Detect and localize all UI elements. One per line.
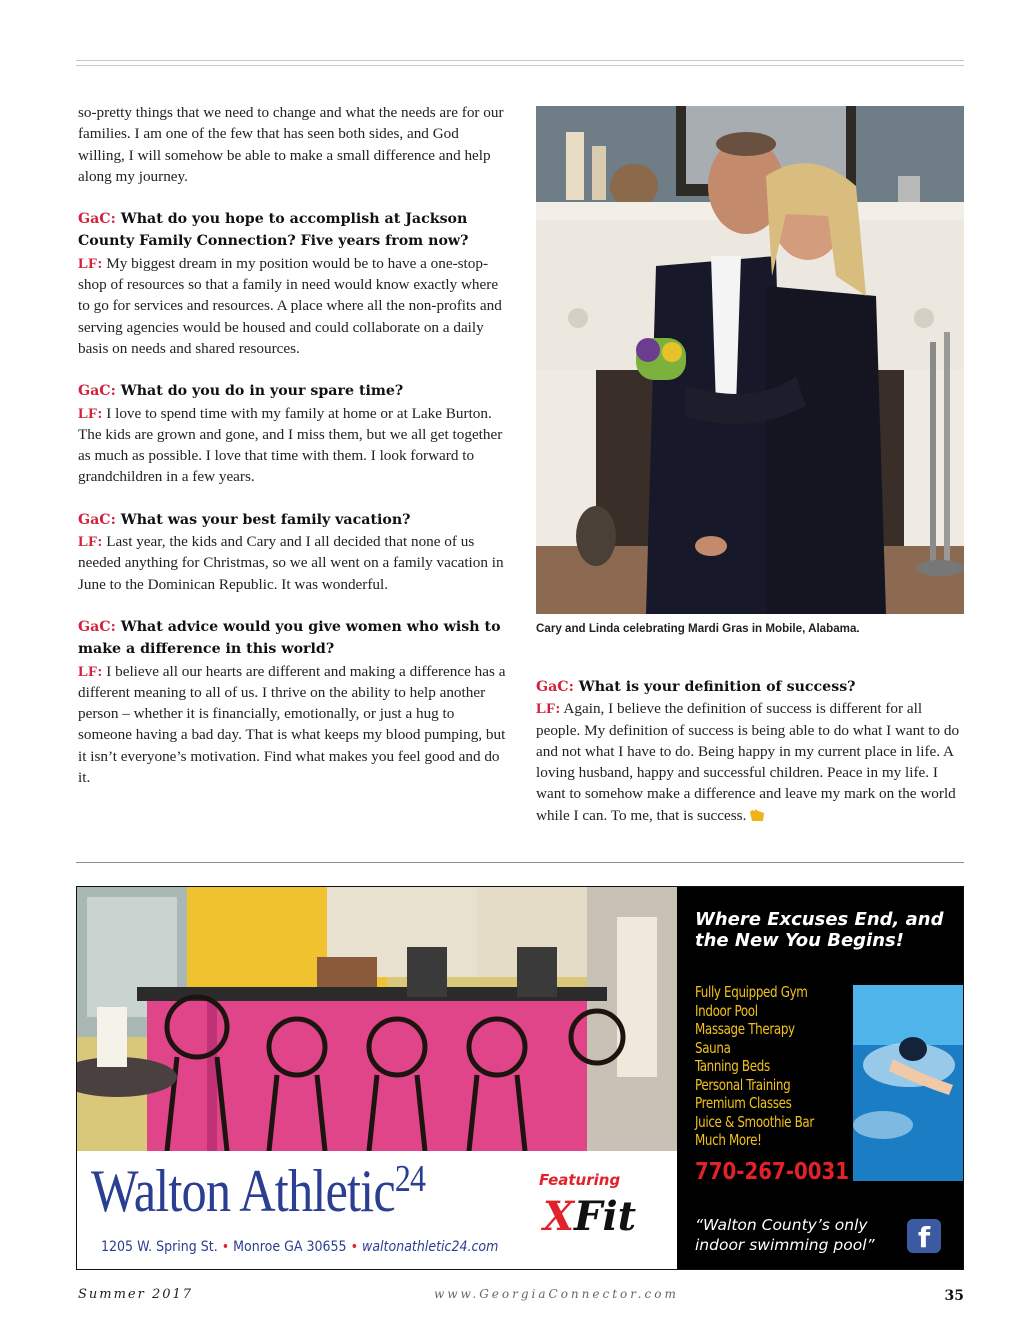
ad-phone-number[interactable]: 770-267-0031 [695,1159,850,1185]
lf-label: LF: [78,254,103,272]
gac-label: GaC: [78,511,116,528]
lf-label: LF: [78,404,103,422]
qa-block-3 [78,509,508,595]
left-column [78,102,508,788]
address-street: 1205 W. Spring St. [101,1239,218,1255]
xfit-logo: XFit [543,1193,637,1240]
feature-item: Premium Classes [695,1094,792,1112]
brand-number: 24 [394,1158,426,1200]
question-text: What do you do in your spare time? [115,383,404,400]
brand-name: Walton Athletic$^{24}$ [91,1158,426,1224]
top-rule [76,60,964,66]
separator-dot: • [221,1239,230,1255]
page-number: 35 [944,1288,964,1304]
gac-label: GaC: [536,679,574,695]
ad-quote: “Walton County’s only indoor swimming pool” [695,1216,875,1254]
walton-athletic-ad[interactable] [76,886,964,1270]
qa-block-2 [78,380,508,487]
feature-item: Tanning Beds [695,1057,770,1075]
qa-block-1 [78,208,508,359]
ad-address [101,1239,498,1255]
answer-text: My biggest dream in my position would be to have a one-stop-shop of resources so that a family in need would know exactly where to go for services and resources. A place where all the non-profits and serving agencies would be housed and could collaborate on a daily basis on needs and shared resources. [78,254,502,357]
lf-label: LF: [536,700,561,718]
footer-issue: Summer 2017 [78,1287,194,1302]
facebook-icon[interactable]: f [907,1219,941,1253]
answer-text: I love to spend time with my family at home or at Lake Burton. The kids are grown and gone, and I miss them, but we all get together as much as possible. I love that time with them. I look forward to grandchildren in a few years. [78,404,503,486]
swimmer-photo [853,985,964,1181]
qa-block-4 [78,616,508,788]
answer-text: Again, I believe the definition of success is different for all people. My definition of success is being able to do what I want to do and not what I have to do. Being happy in my current place in life. A loving husband, happy and successful children. Peace in my life. I want to somehow make a difference and leave my mark on the world while I can. To me, that is success. [536,700,960,824]
qa-block-5 [536,676,964,826]
answer-text: I believe all our hearts are different and making a difference has a different meaning to all of us. I thrive on the ability to help another person – whether it is financially, emotionally, or just a hug to someone having a bad day. That is what keeps my blood pumping, but it isn’t everyone’s motivation. Find what makes you feel good and do it. [78,662,506,787]
gac-label: GaC: [78,618,116,635]
feature-item: Personal Training [695,1075,791,1094]
intro-paragraph: so-pretty things that we need to change and what the needs are for our families. I am one of the few that has seen both sides, and God willing, I will somehow be able to make a small difference and help along my journey. [78,104,504,185]
feature-item: Fully Equipped Gym [695,983,808,1001]
ad-brand-panel [77,1151,677,1270]
feature-item: Sauna [695,1038,731,1057]
question-text: What was your best family vacation? [115,511,411,528]
lf-label: LF: [78,662,103,680]
feature-item: Juice & Smoothie Bar [695,1112,814,1131]
ad-feature-list [695,983,855,1150]
question-text: What is your definition of success? [573,679,856,695]
feature-item: Indoor Pool [695,1001,758,1020]
gac-label: GaC: [78,211,116,228]
ad-headline: Where Excuses End, and the New You Begins! [695,909,944,951]
address-city: Monroe GA 30655 [233,1239,347,1255]
separator-dot: • [350,1239,359,1255]
gym-smoothie-bar-photo [77,887,677,1151]
question-text: What do you hope to accomplish at Jackson County Family Connection? Five years from now? [78,211,469,250]
feature-item: Much More! [695,1131,762,1149]
photo-caption: Cary and Linda celebrating Mardi Gras in Mobile, Alabama. [536,622,860,635]
ad-info-panel [677,887,964,1270]
feature-item: Massage Therapy [695,1020,795,1038]
section-divider [76,862,964,863]
couple-photo [536,106,964,614]
gac-label: GaC: [78,383,116,400]
ad-website-link[interactable]: waltonathletic24.com [362,1239,499,1255]
featuring-label: Featuring [539,1171,621,1189]
answer-text: Last year, the kids and Cary and I all decided that none of us needed anything for Christmas, so we all went on a family vacation in June to the Dominican Republic. It was wonderful. [78,533,504,593]
right-column [536,676,964,826]
question-text: What advice would you give women who wish to make a difference in this world? [78,618,501,658]
end-of-article-mark-icon [750,809,764,821]
footer-website[interactable]: www.GeorgiaConnector.com [434,1287,679,1301]
lf-label: LF: [78,533,103,551]
